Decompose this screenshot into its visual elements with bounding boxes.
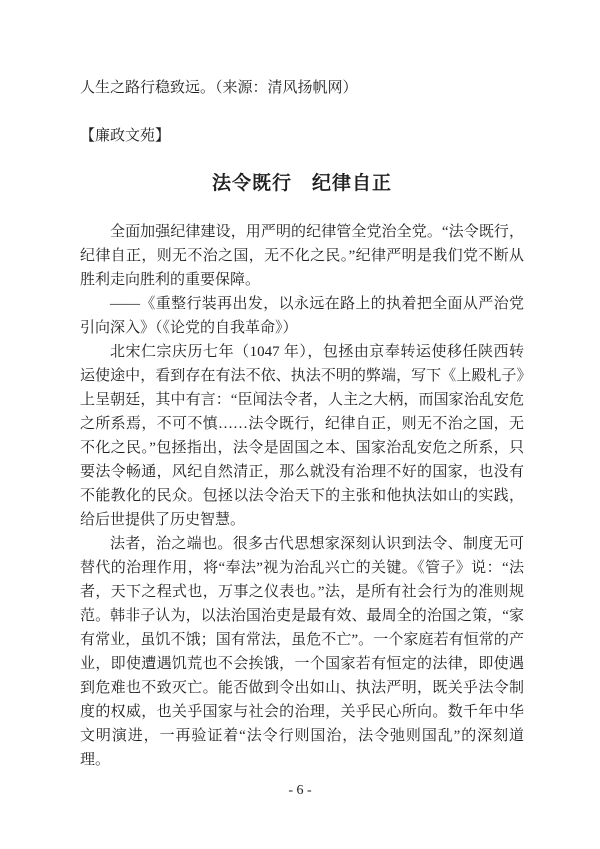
article-title: 法令既行 纪律自正	[211, 173, 392, 194]
paragraph-1: 全面加强纪律建设，用严明的纪律管全党治全党。“法令既行，纪律自正，则无不治之国，无不化之民。”纪律严明是我们党不断从胜利走向胜利的重要保障。	[80, 224, 524, 288]
paragraph-4: 法者，治之端也。很多古代思想家深刻认识到法令、制度无可替代的治理作用，将“奉法”视为治乱兴亡的关键。《管子》说：“法者，天下之程式也，万事之仪表也。”法，是所有社会行为的准则规范。韩非子认为，以法治国治吏是最有效、最周全的治国之策，“家有常业，虽饥不饿；国有常法，虽危不亡”。一个家庭若有恒常的产业，即使遭遇饥荒也不会挨饿，一个国家若有恒定的法律，即使遇到危难也不致灭亡。能否做到令出如山、执法严明，既关乎法令制度的权威，也关乎国家与社会的治理，关乎民心所向。数千年中华文明演进，一再验证着“法令行则国治，法令弛则国乱”的深刻道理。	[80, 536, 524, 768]
paragraph-3: 北宋仁宗庆历七年（1047 年），包拯由京奉转运使移任陕西转运使途中，看到存在有法不依、执法不明的弊端，写下《上殿札子》上呈朝廷，其中有言：“臣闻法令者，人主之大柄，而国家治乱安危之所系焉，不可不慎……法令既行，纪律自正，则无不治之国，无不化之民。”包拯指出，法令是固国之本、国家治乱安危之所系，只要法令畅通，风纪自然清正，那么就没有治理不好的国家，也没有不能教化的民众。包拯以法令治天下的主张和他执法如山的实践，给后世提供了历史智慧。	[80, 344, 524, 528]
page-number: - 6 -	[288, 783, 312, 798]
intro-continuation-line: 人生之路行稳致远。（来源：清风扬帆网）	[80, 80, 358, 96]
section-label: 【廉政文苑】	[80, 128, 171, 144]
attribution-paragraph: ——《重整行装再出发，以永远在路上的执着把全面从严治党引向深入》（《论党的自我革命》）	[80, 296, 524, 336]
